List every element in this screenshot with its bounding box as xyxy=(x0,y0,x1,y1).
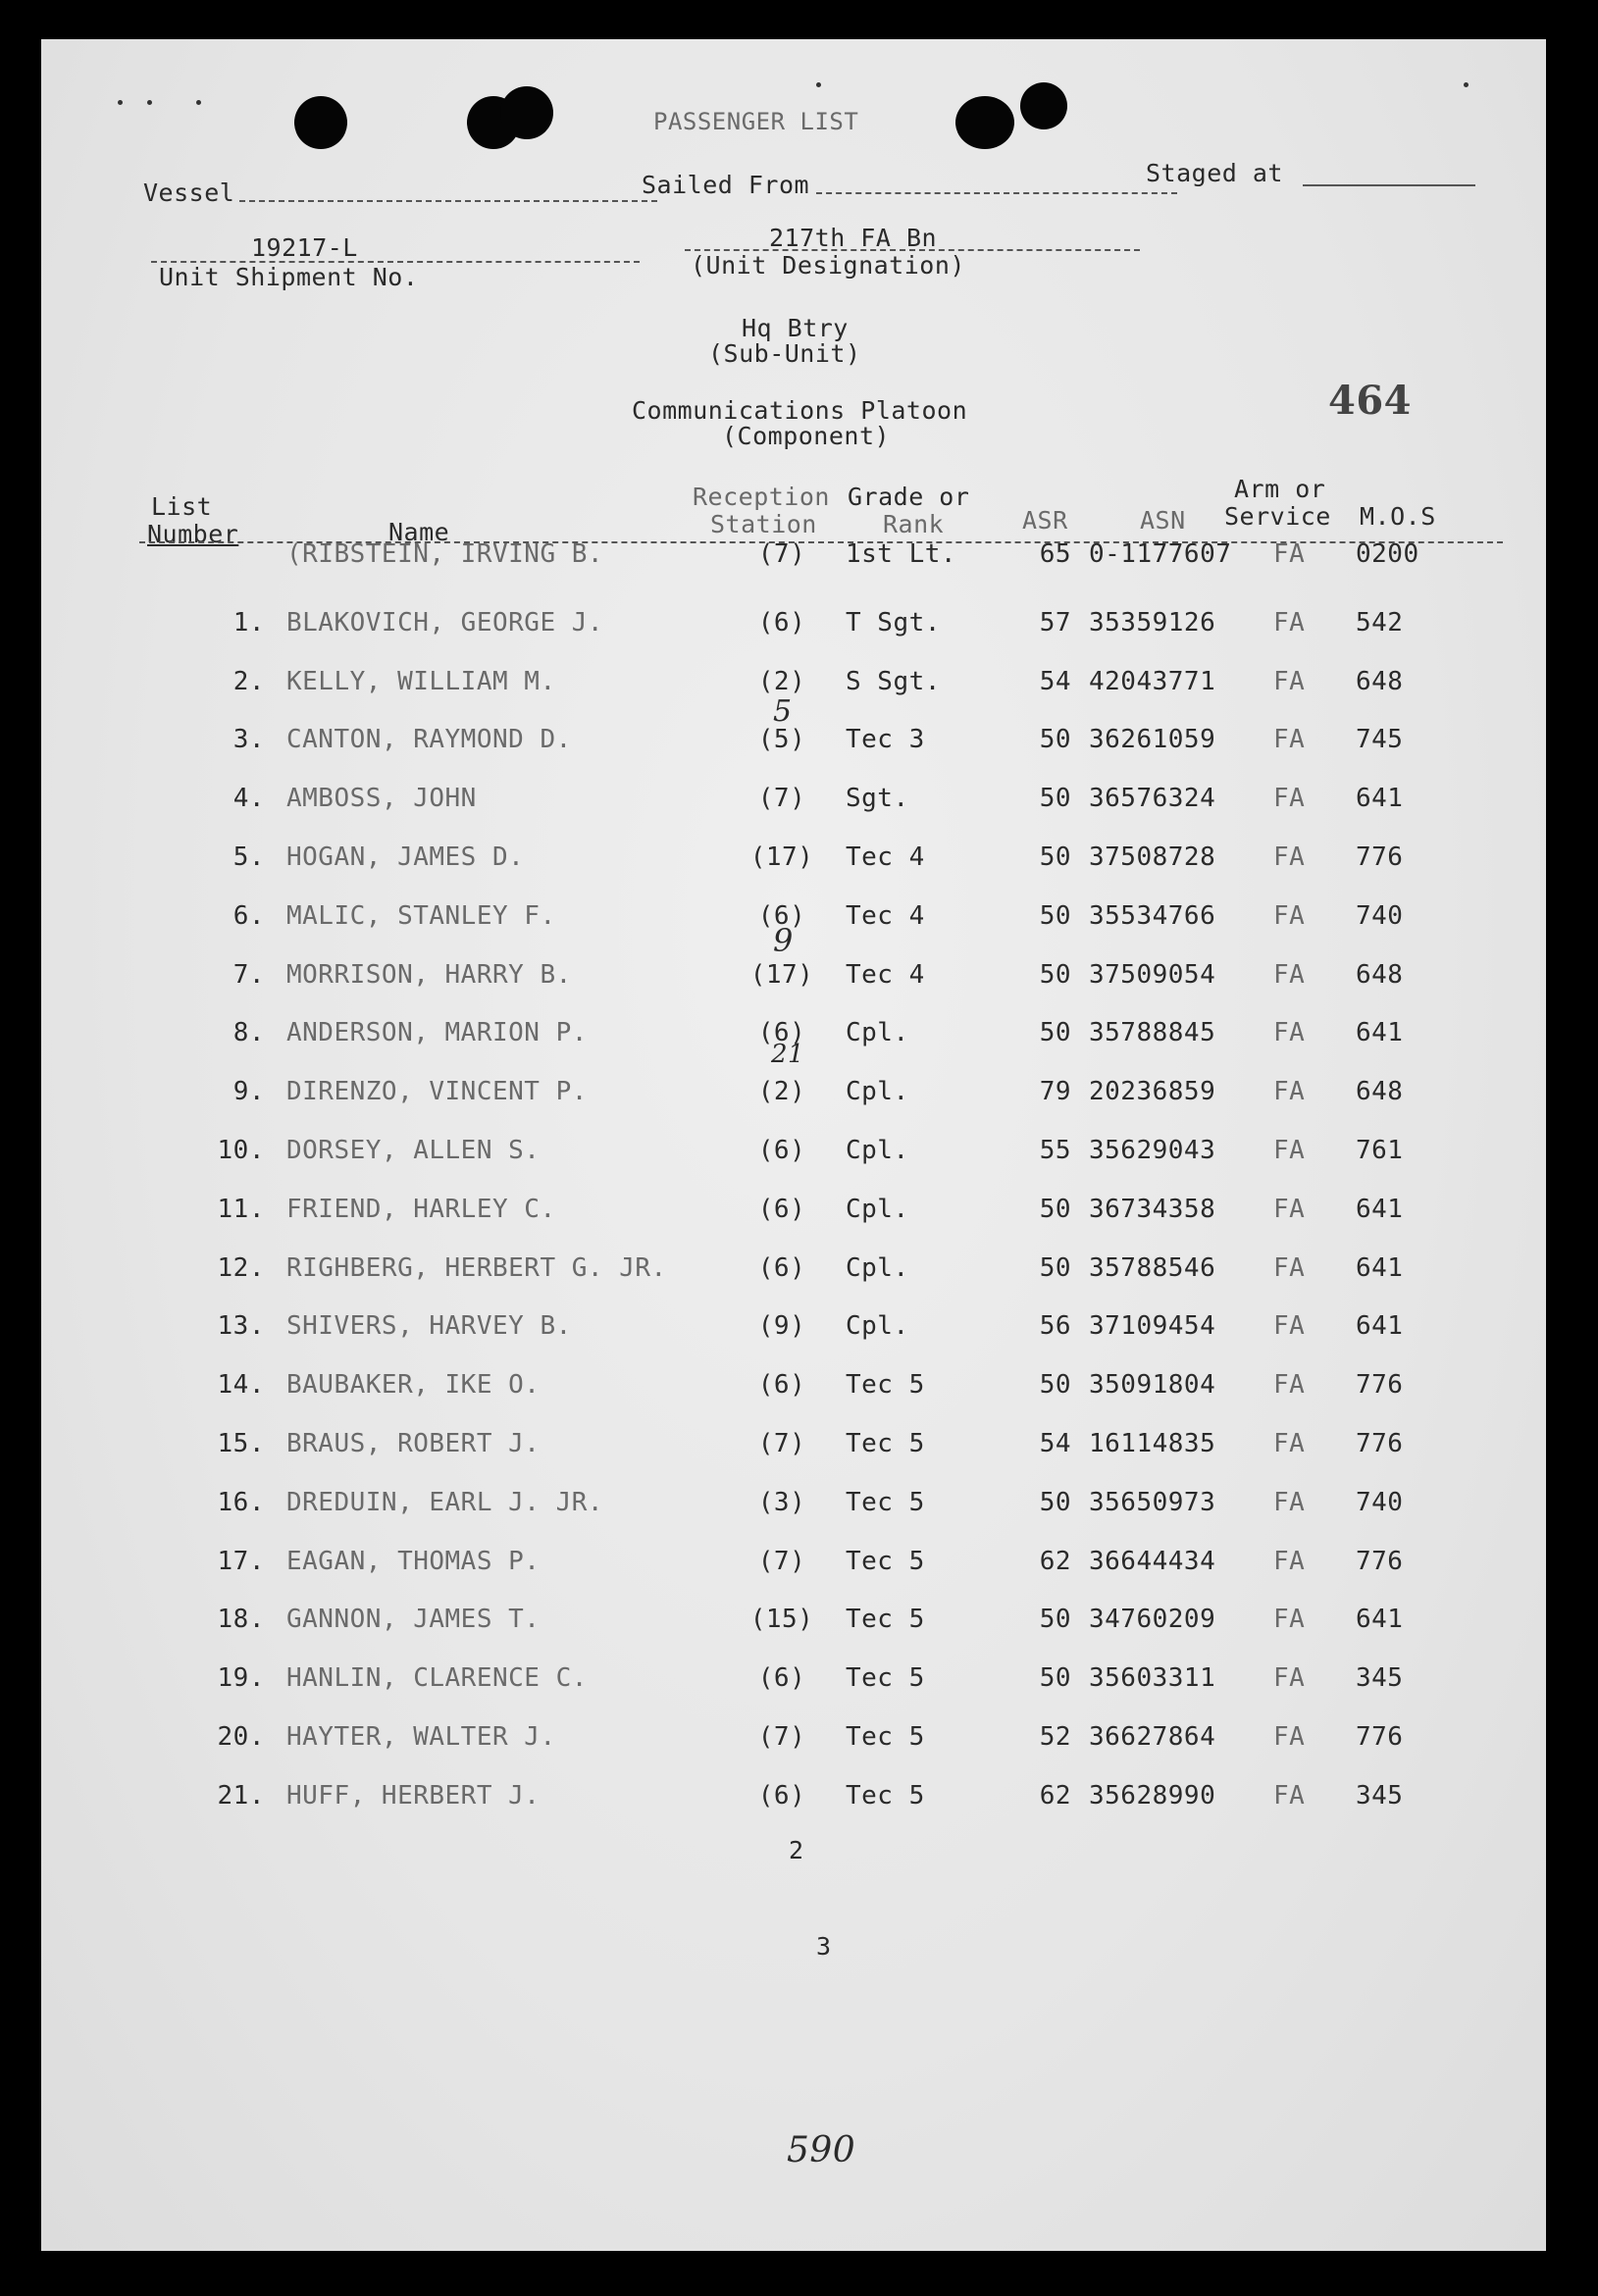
vessel-label: Vessel xyxy=(143,179,235,207)
arm-service: FA xyxy=(1273,1487,1306,1517)
mos: 776 xyxy=(1356,1722,1404,1752)
mos: 648 xyxy=(1356,1077,1404,1107)
mos: 0200 xyxy=(1356,539,1419,569)
footer-number: 2 xyxy=(789,1836,804,1864)
col-reception-1: Reception xyxy=(693,483,830,511)
list-number: 20. xyxy=(217,1722,265,1752)
reception-station: (6) xyxy=(757,1780,806,1811)
reception-station: (5) xyxy=(757,725,806,755)
col-arm-2: Service xyxy=(1224,502,1331,531)
asr: 50 xyxy=(1039,1605,1071,1635)
reception-station: (6) xyxy=(757,900,806,931)
grade-rank: Cpl. xyxy=(846,1077,909,1107)
col-list-number-1: List xyxy=(151,492,213,521)
asn: 35788546 xyxy=(1089,1252,1216,1283)
passenger-name: MORRISON, HARRY B. xyxy=(286,959,572,990)
unit-designation-value: 217th FA Bn xyxy=(769,224,938,252)
sailed-from-line xyxy=(816,192,1177,194)
mos: 776 xyxy=(1356,842,1404,872)
mos: 641 xyxy=(1356,1018,1404,1048)
asn: 36576324 xyxy=(1089,784,1216,814)
speck xyxy=(118,100,123,105)
asr: 56 xyxy=(1039,1311,1071,1342)
passenger-name: MALIC, STANLEY F. xyxy=(286,900,556,931)
grade-rank: Cpl. xyxy=(846,1252,909,1283)
asr: 50 xyxy=(1039,1370,1071,1401)
arm-service: FA xyxy=(1273,1605,1306,1635)
reception-station: (2) xyxy=(757,1077,806,1107)
reception-station: (6) xyxy=(757,1194,806,1224)
handwritten-note: 5 xyxy=(773,694,793,729)
reception-station: (7) xyxy=(757,1429,806,1458)
passenger-name: HANLIN, CLARENCE C. xyxy=(286,1663,588,1694)
passenger-name: (RIBSTEIN, IRVING B. xyxy=(286,539,604,569)
asr: 54 xyxy=(1039,1429,1071,1458)
unit-shipment-value: 19217-L xyxy=(251,233,358,262)
mos: 542 xyxy=(1356,607,1404,638)
mos: 641 xyxy=(1356,1194,1404,1224)
grade-rank: 1st Lt. xyxy=(846,539,957,569)
asn: 37508728 xyxy=(1089,842,1216,872)
asr: 62 xyxy=(1039,1546,1071,1576)
mos: 740 xyxy=(1356,900,1404,931)
reception-station: (9) xyxy=(757,1311,806,1342)
asn: 36261059 xyxy=(1089,725,1216,755)
punch-hole xyxy=(294,96,347,149)
passenger-name: FRIEND, HARLEY C. xyxy=(286,1194,556,1224)
punch-hole xyxy=(1020,82,1067,129)
col-asn: ASN xyxy=(1140,506,1186,535)
page-title: PASSENGER LIST xyxy=(653,108,859,135)
list-number: 7. xyxy=(232,959,265,990)
asr: 62 xyxy=(1039,1780,1071,1811)
list-number: 10. xyxy=(217,1136,265,1165)
reception-station: (7) xyxy=(757,539,806,569)
arm-service: FA xyxy=(1273,900,1306,931)
reception-station: (7) xyxy=(757,784,806,814)
asn: 34760209 xyxy=(1089,1605,1216,1635)
passenger-name: CANTON, RAYMOND D. xyxy=(286,725,572,755)
passenger-name: AMBOSS, JOHN xyxy=(286,784,477,814)
mos: 776 xyxy=(1356,1429,1404,1458)
asr: 50 xyxy=(1039,725,1071,755)
passenger-name: RIGHBERG, HERBERT G. JR. xyxy=(286,1252,667,1283)
handwritten-page-number: 590 xyxy=(787,2130,856,2170)
list-number: 19. xyxy=(217,1663,265,1694)
unit-designation-label: (Unit Designation) xyxy=(691,251,965,280)
handwritten-note: 21 xyxy=(771,1040,805,1069)
mos: 345 xyxy=(1356,1663,1404,1694)
asn: 35788845 xyxy=(1089,1018,1216,1048)
arm-service: FA xyxy=(1273,1663,1306,1694)
list-number: 14. xyxy=(217,1370,265,1401)
arm-service: FA xyxy=(1273,1311,1306,1342)
asr: 50 xyxy=(1039,900,1071,931)
passenger-name: DREDUIN, EARL J. JR. xyxy=(286,1487,604,1517)
speck xyxy=(147,100,152,105)
passenger-name: HAYTER, WALTER J. xyxy=(286,1722,556,1752)
speck xyxy=(816,82,821,87)
reception-station: (6) xyxy=(757,1252,806,1283)
page-stamp: 464 xyxy=(1328,378,1412,424)
col-asr: ASR xyxy=(1022,506,1068,535)
arm-service: FA xyxy=(1273,1252,1306,1283)
staged-at-line xyxy=(1303,184,1475,186)
mos: 740 xyxy=(1356,1487,1404,1517)
col-name: Name xyxy=(388,518,450,546)
asr: 50 xyxy=(1039,1487,1071,1517)
grade-rank: Tec 5 xyxy=(846,1487,925,1517)
grade-rank: Tec 4 xyxy=(846,959,925,990)
reception-station: (7) xyxy=(757,1722,806,1752)
grade-rank: Tec 4 xyxy=(846,842,925,872)
asn: 35628990 xyxy=(1089,1780,1216,1811)
component-label: (Component) xyxy=(722,422,891,450)
grade-rank: Cpl. xyxy=(846,1194,909,1224)
arm-service: FA xyxy=(1273,1546,1306,1576)
asn: 35359126 xyxy=(1089,607,1216,638)
arm-service: FA xyxy=(1273,1077,1306,1107)
grade-rank: T Sgt. xyxy=(846,607,941,638)
mos: 641 xyxy=(1356,1252,1404,1283)
asr: 50 xyxy=(1039,1252,1071,1283)
mos: 345 xyxy=(1356,1780,1404,1811)
unit-shipment-label: Unit Shipment No. xyxy=(159,263,419,291)
document-sheet xyxy=(41,39,1546,2251)
list-number: 4. xyxy=(232,784,265,814)
mos: 641 xyxy=(1356,1311,1404,1342)
asr: 50 xyxy=(1039,1018,1071,1048)
sailed-from-label: Sailed From xyxy=(642,171,810,199)
arm-service: FA xyxy=(1273,1429,1306,1458)
speck xyxy=(1464,82,1469,87)
asr: 55 xyxy=(1039,1136,1071,1165)
passenger-name: DIRENZO, VINCENT P. xyxy=(286,1077,588,1107)
mos: 648 xyxy=(1356,959,1404,990)
list-number: 6. xyxy=(232,900,265,931)
mos: 648 xyxy=(1356,666,1404,696)
mos: 641 xyxy=(1356,1605,1404,1635)
grade-rank: Tec 3 xyxy=(846,725,925,755)
asr: 79 xyxy=(1039,1077,1071,1107)
speck xyxy=(196,100,201,105)
col-arm-1: Arm or xyxy=(1234,475,1326,503)
reception-station: (15) xyxy=(749,1605,814,1635)
passenger-name: EAGAN, THOMAS P. xyxy=(286,1546,541,1576)
asn: 36644434 xyxy=(1089,1546,1216,1576)
reception-station: (17) xyxy=(749,959,814,990)
grade-rank: Sgt. xyxy=(846,784,909,814)
asn: 42043771 xyxy=(1089,666,1216,696)
list-number: 13. xyxy=(217,1311,265,1342)
list-number: 21. xyxy=(217,1780,265,1811)
asr: 50 xyxy=(1039,1663,1071,1694)
grade-rank: Cpl. xyxy=(846,1136,909,1165)
passenger-name: BRAUS, ROBERT J. xyxy=(286,1429,541,1458)
punch-hole xyxy=(955,96,1014,149)
col-list-number-2: Number xyxy=(147,520,239,548)
arm-service: FA xyxy=(1273,1780,1306,1811)
asr: 50 xyxy=(1039,1194,1071,1224)
handwritten-note: 9 xyxy=(773,922,794,959)
passenger-name: HUFF, HERBERT J. xyxy=(286,1780,541,1811)
grade-rank: Tec 4 xyxy=(846,900,925,931)
asn: 0-1177607 xyxy=(1089,539,1232,569)
component-value: Communications Platoon xyxy=(632,396,968,425)
reception-station: (6) xyxy=(757,607,806,638)
passenger-name: SHIVERS, HARVEY B. xyxy=(286,1311,572,1342)
arm-service: FA xyxy=(1273,784,1306,814)
list-number: 11. xyxy=(217,1194,265,1224)
col-mos: M.O.S xyxy=(1360,502,1436,531)
asn: 37109454 xyxy=(1089,1311,1216,1342)
asn: 37509054 xyxy=(1089,959,1216,990)
arm-service: FA xyxy=(1273,1370,1306,1401)
staged-at-label: Staged at xyxy=(1146,159,1283,187)
grade-rank: Tec 5 xyxy=(846,1780,925,1811)
vessel-line xyxy=(239,200,657,202)
reception-station: (17) xyxy=(749,842,814,872)
grade-rank: Tec 5 xyxy=(846,1370,925,1401)
reception-station: (7) xyxy=(757,1546,806,1576)
grade-rank: Cpl. xyxy=(846,1311,909,1342)
arm-service: FA xyxy=(1273,1722,1306,1752)
reception-station: (2) xyxy=(757,666,806,696)
arm-service: FA xyxy=(1273,959,1306,990)
grade-rank: Cpl. xyxy=(846,1018,909,1048)
arm-service: FA xyxy=(1273,725,1306,755)
grade-rank: Tec 5 xyxy=(846,1663,925,1694)
passenger-name: GANNON, JAMES T. xyxy=(286,1605,541,1635)
passenger-name: KELLY, WILLIAM M. xyxy=(286,666,556,696)
asn: 36734358 xyxy=(1089,1194,1216,1224)
mos: 776 xyxy=(1356,1370,1404,1401)
reception-station: (6) xyxy=(757,1136,806,1165)
asr: 52 xyxy=(1039,1722,1071,1752)
list-number: 9. xyxy=(232,1077,265,1107)
list-number: 16. xyxy=(217,1487,265,1517)
asn: 16114835 xyxy=(1089,1429,1216,1458)
grade-rank: S Sgt. xyxy=(846,666,941,696)
list-number: 1. xyxy=(232,607,265,638)
arm-service: FA xyxy=(1273,842,1306,872)
passenger-name: BLAKOVICH, GEORGE J. xyxy=(286,607,604,638)
passenger-name: DORSEY, ALLEN S. xyxy=(286,1136,541,1165)
asn: 20236859 xyxy=(1089,1077,1216,1107)
arm-service: FA xyxy=(1273,1018,1306,1048)
arm-service: FA xyxy=(1273,1136,1306,1165)
asr: 54 xyxy=(1039,666,1071,696)
footer-number: 3 xyxy=(816,1932,832,1961)
asr: 50 xyxy=(1039,959,1071,990)
col-reception-2: Station xyxy=(710,510,817,538)
mos: 761 xyxy=(1356,1136,1404,1165)
passenger-name: HOGAN, JAMES D. xyxy=(286,842,525,872)
mos: 745 xyxy=(1356,725,1404,755)
list-number: 15. xyxy=(217,1429,265,1458)
passenger-name: BAUBAKER, IKE O. xyxy=(286,1370,541,1401)
list-number: 3. xyxy=(232,725,265,755)
grade-rank: Tec 5 xyxy=(846,1429,925,1458)
arm-service: FA xyxy=(1273,666,1306,696)
grade-rank: Tec 5 xyxy=(846,1546,925,1576)
sub-unit-label: (Sub-Unit) xyxy=(708,339,861,368)
mos: 641 xyxy=(1356,784,1404,814)
asr: 65 xyxy=(1039,539,1071,569)
grade-rank: Tec 5 xyxy=(846,1605,925,1635)
list-number: 2. xyxy=(232,666,265,696)
asn: 35629043 xyxy=(1089,1136,1216,1165)
arm-service: FA xyxy=(1273,607,1306,638)
asr: 50 xyxy=(1039,842,1071,872)
list-number: 17. xyxy=(217,1546,265,1576)
asn: 35091804 xyxy=(1089,1370,1216,1401)
grade-rank: Tec 5 xyxy=(846,1722,925,1752)
sub-unit-value: Hq Btry xyxy=(742,314,849,342)
list-number: 12. xyxy=(217,1252,265,1283)
reception-station: (6) xyxy=(757,1370,806,1401)
asn: 36627864 xyxy=(1089,1722,1216,1752)
arm-service: FA xyxy=(1273,1194,1306,1224)
punch-hole xyxy=(500,86,553,139)
asr: 57 xyxy=(1039,607,1071,638)
list-number: 8. xyxy=(232,1018,265,1048)
col-grade-1: Grade or xyxy=(848,483,970,511)
asn: 35650973 xyxy=(1089,1487,1216,1517)
list-number: 5. xyxy=(232,842,265,872)
list-number: 18. xyxy=(217,1605,265,1635)
mos: 776 xyxy=(1356,1546,1404,1576)
reception-station: (3) xyxy=(757,1487,806,1517)
arm-service: FA xyxy=(1273,539,1306,569)
reception-station: (6) xyxy=(757,1018,806,1048)
asn: 35603311 xyxy=(1089,1663,1216,1694)
passenger-name: ANDERSON, MARION P. xyxy=(286,1018,588,1048)
reception-station: (6) xyxy=(757,1663,806,1694)
asn: 35534766 xyxy=(1089,900,1216,931)
asr: 50 xyxy=(1039,784,1071,814)
col-grade-2: Rank xyxy=(883,510,945,538)
